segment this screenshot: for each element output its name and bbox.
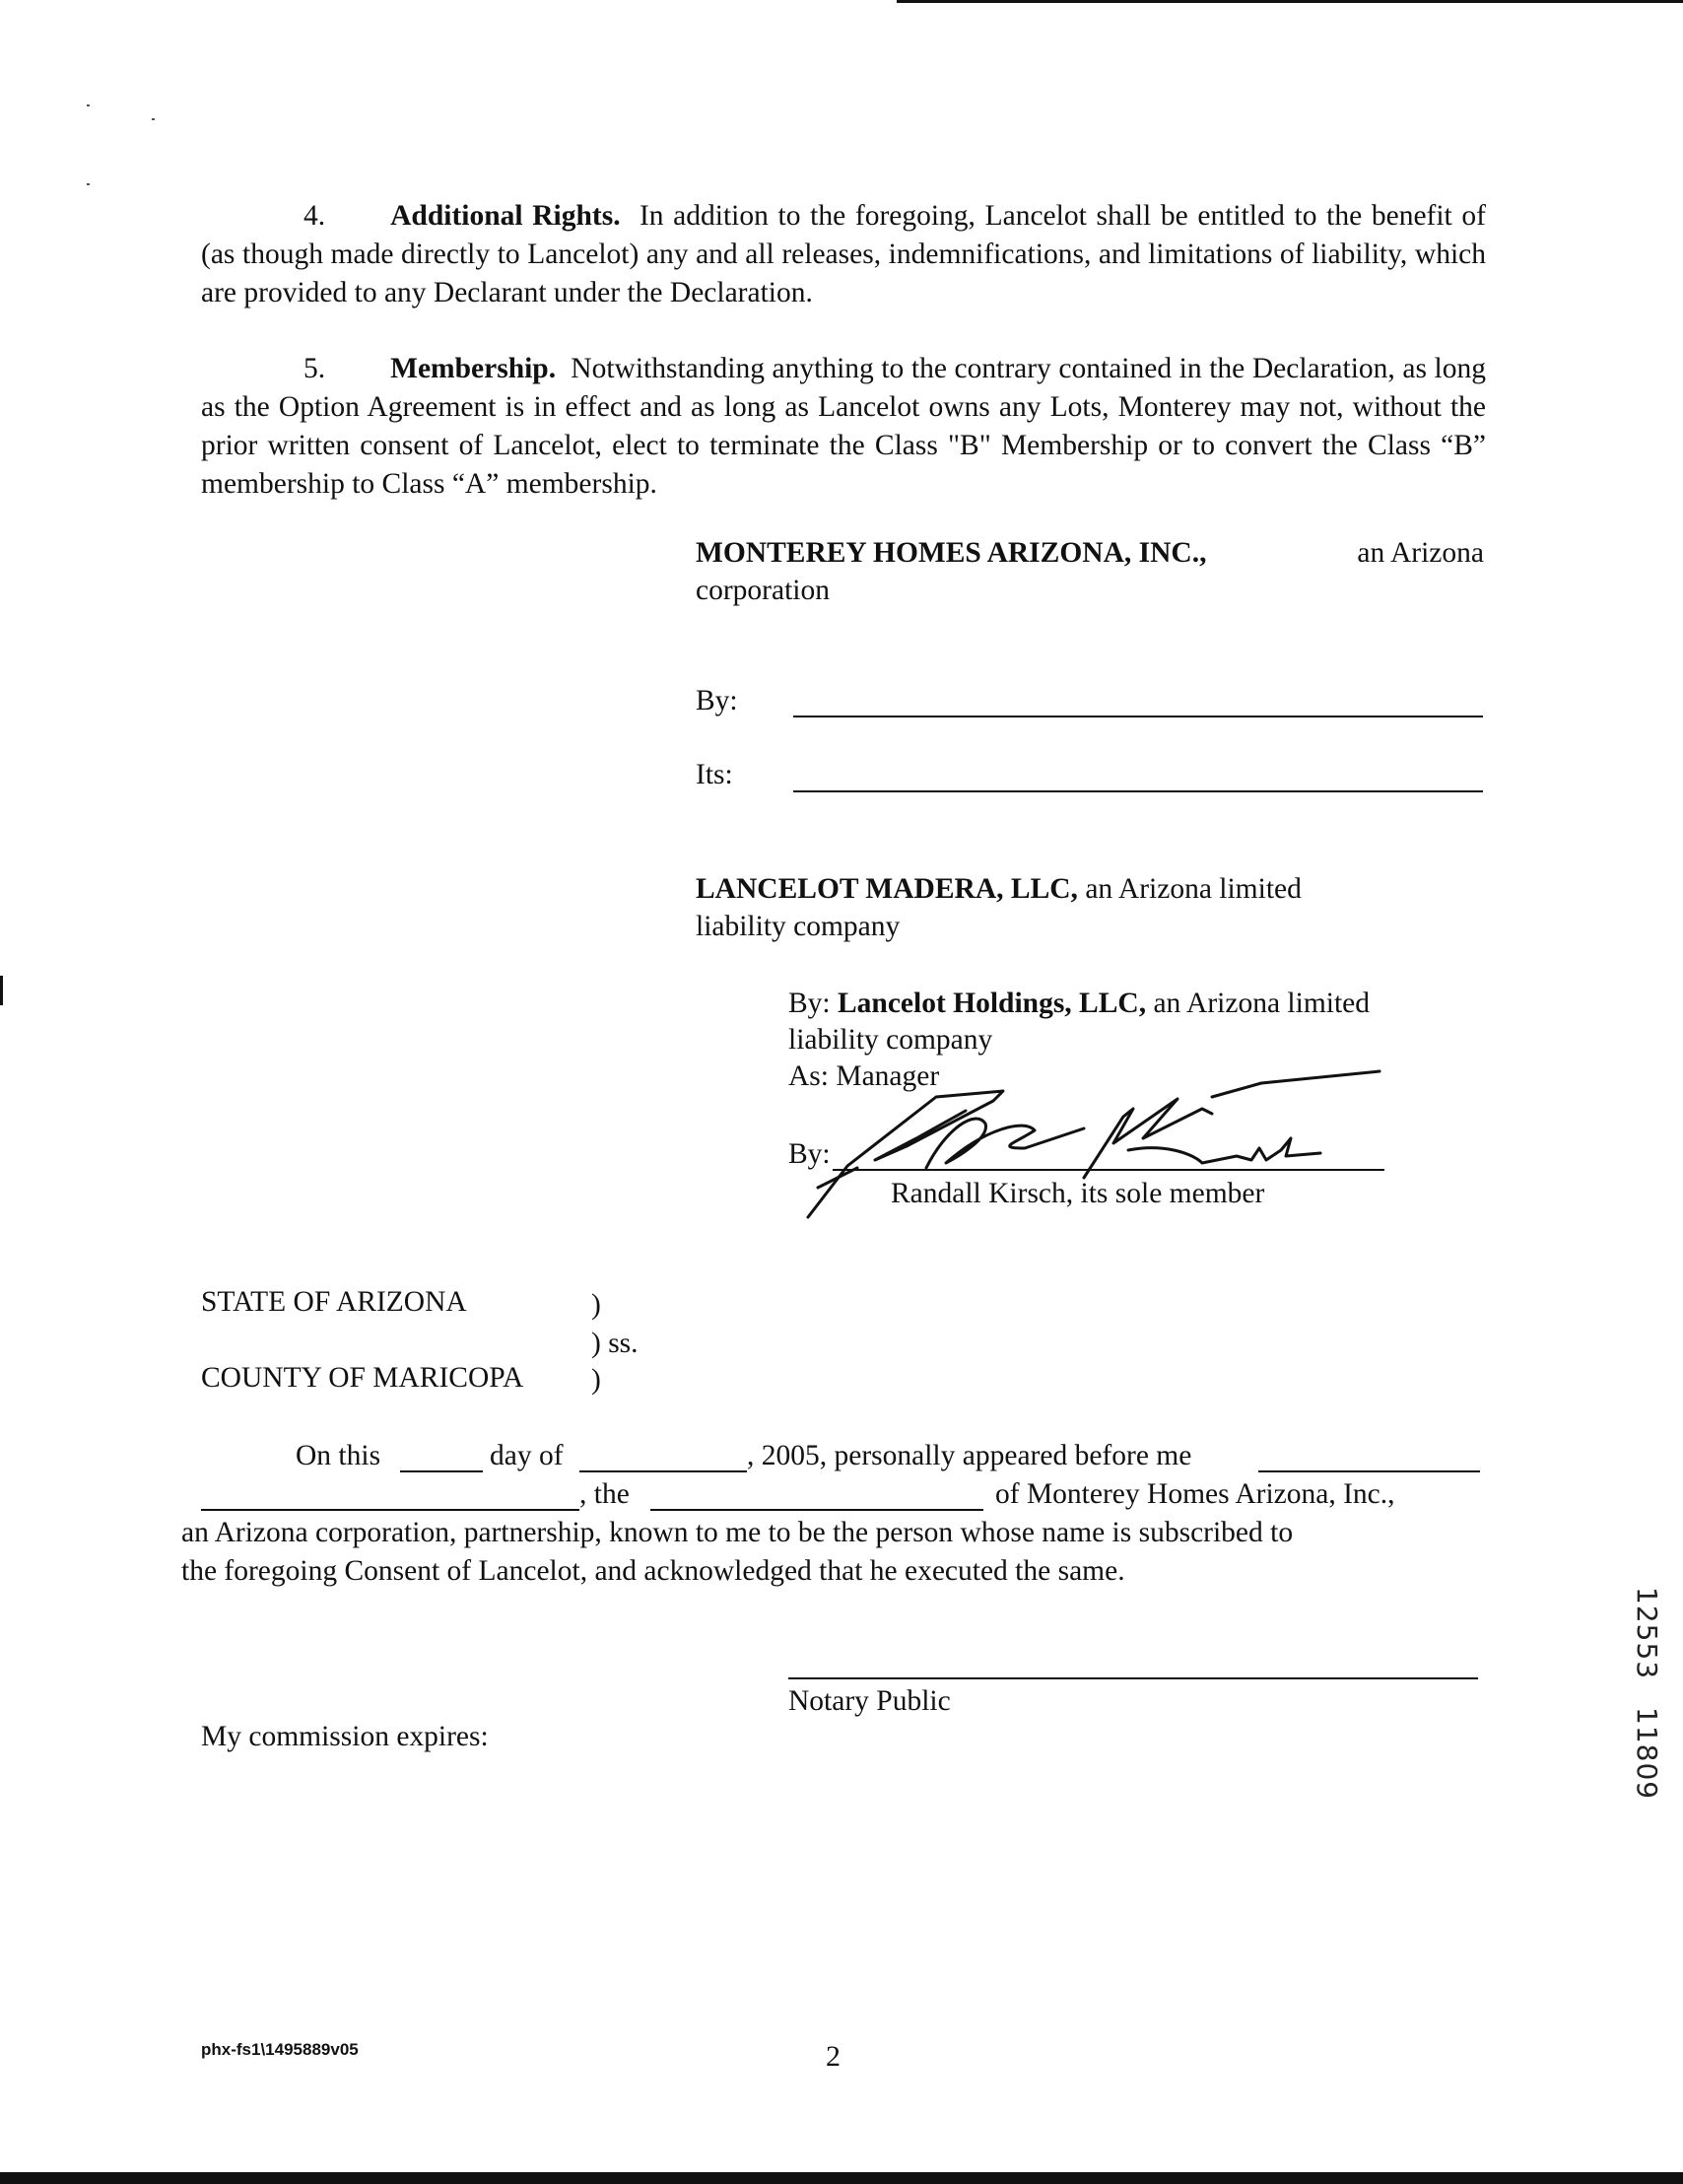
notary-public-label: Notary Public [788,1685,951,1717]
monterey-by-label: By: [696,685,738,717]
notary-line-4: the foregoing Consent of Lancelot, and acknowledged that he executed the same. [181,1555,1125,1587]
venue-county: COUNTY OF MARICOPA [201,1362,524,1394]
notary-signature-line[interactable] [788,1677,1478,1679]
scan-border-bottom [0,2172,1683,2184]
venue-state-paren: ) [591,1289,601,1321]
monterey-party-line [696,534,1484,572]
notary-on-this: On this [296,1440,381,1471]
monterey-name: MONTEREY HOMES ARIZONA, INC., [696,537,1207,569]
holdings-desc: an Arizona limited [1153,988,1371,1019]
scan-border-top [897,0,1683,3]
holdings-line [788,985,1370,1022]
venue-county-paren: ) [591,1364,601,1396]
scan-mark-left [0,976,3,1005]
document-id: phx-fs1\1495889v05 [201,2040,359,2059]
lancelot-party-line [696,870,1302,908]
section-5-heading: Membership. [390,353,557,384]
section-4-number: 4. [303,200,326,232]
holdings-by-label: By: [788,988,831,1019]
scan-speck [87,104,90,106]
lancelot-signer-name: Randall Kirsch, its sole member [891,1178,1265,1209]
notary-day-blank[interactable] [400,1470,483,1472]
notary-the: , the [579,1478,630,1510]
section-4-paragraph [201,197,1486,312]
stamp-number-top: 12553 [1631,1587,1663,1680]
holdings-as-manager: As: Manager [788,1060,940,1092]
scan-speck [87,183,90,185]
scan-speck [152,118,155,120]
section-5-text: Notwithstanding anything to the contrary contained in the Declaration, as long as the Option Agreement is in effect and as long as Lancelot owns any Lots, Monterey may not, without the prior written consent of Lancelot, elect to terminate the Class "B" Membership or to convert the Class “B” membership to Class “A” membership. [201,353,1486,500]
lancelot-by-label: By: [788,1138,831,1170]
lancelot-desc: an Arizona limited [1085,873,1302,905]
venue-state: STATE OF ARIZONA [201,1286,467,1318]
notary-day-of: day of [490,1440,564,1471]
stamp-number-bottom: 11809 [1631,1707,1663,1801]
monterey-its-label: Its: [696,759,733,790]
notary-year-text: , 2005, personally appeared before me [747,1440,1192,1471]
monterey-its-title-line[interactable] [793,790,1483,792]
section-4-heading: Additional Rights. [390,200,621,232]
lancelot-desc-2: liability company [696,911,901,942]
venue-ss: ) ss. [591,1328,639,1359]
section-5-paragraph [201,350,1486,504]
monterey-desc-2: corporation [696,575,830,606]
holdings-name: Lancelot Holdings, LLC, [838,988,1147,1019]
notary-person-blank[interactable] [1258,1470,1480,1472]
monterey-desc: an Arizona [1357,537,1484,569]
notary-line-3: an Arizona corporation, partnership, known to me to be the person whose name is subscribed to [181,1517,1294,1548]
page-number: 2 [826,2040,841,2073]
section-5-number: 5. [303,353,326,384]
section-4-text: In addition to the foregoing, Lancelot shall be entitled to the benefit of (as though made directly to Lancelot) any and all releases, indemnifications, and limitations of liability, which are provided to any Declarant under the Declaration. [201,200,1487,308]
notary-month-blank[interactable] [579,1470,747,1472]
lancelot-name: LANCELOT MADERA, LLC, [696,873,1078,905]
recording-stamp [1631,1587,1666,1853]
notary-title-blank[interactable] [650,1509,983,1511]
notary-person-blank-2[interactable] [201,1509,579,1511]
commission-expires-label: My commission expires: [201,1721,489,1752]
holdings-desc-2: liability company [788,1024,993,1056]
notary-of-company: of Monterey Homes Arizona, Inc., [995,1478,1395,1510]
handwritten-signature [788,1069,1478,1237]
monterey-by-signature-line[interactable] [793,716,1483,717]
